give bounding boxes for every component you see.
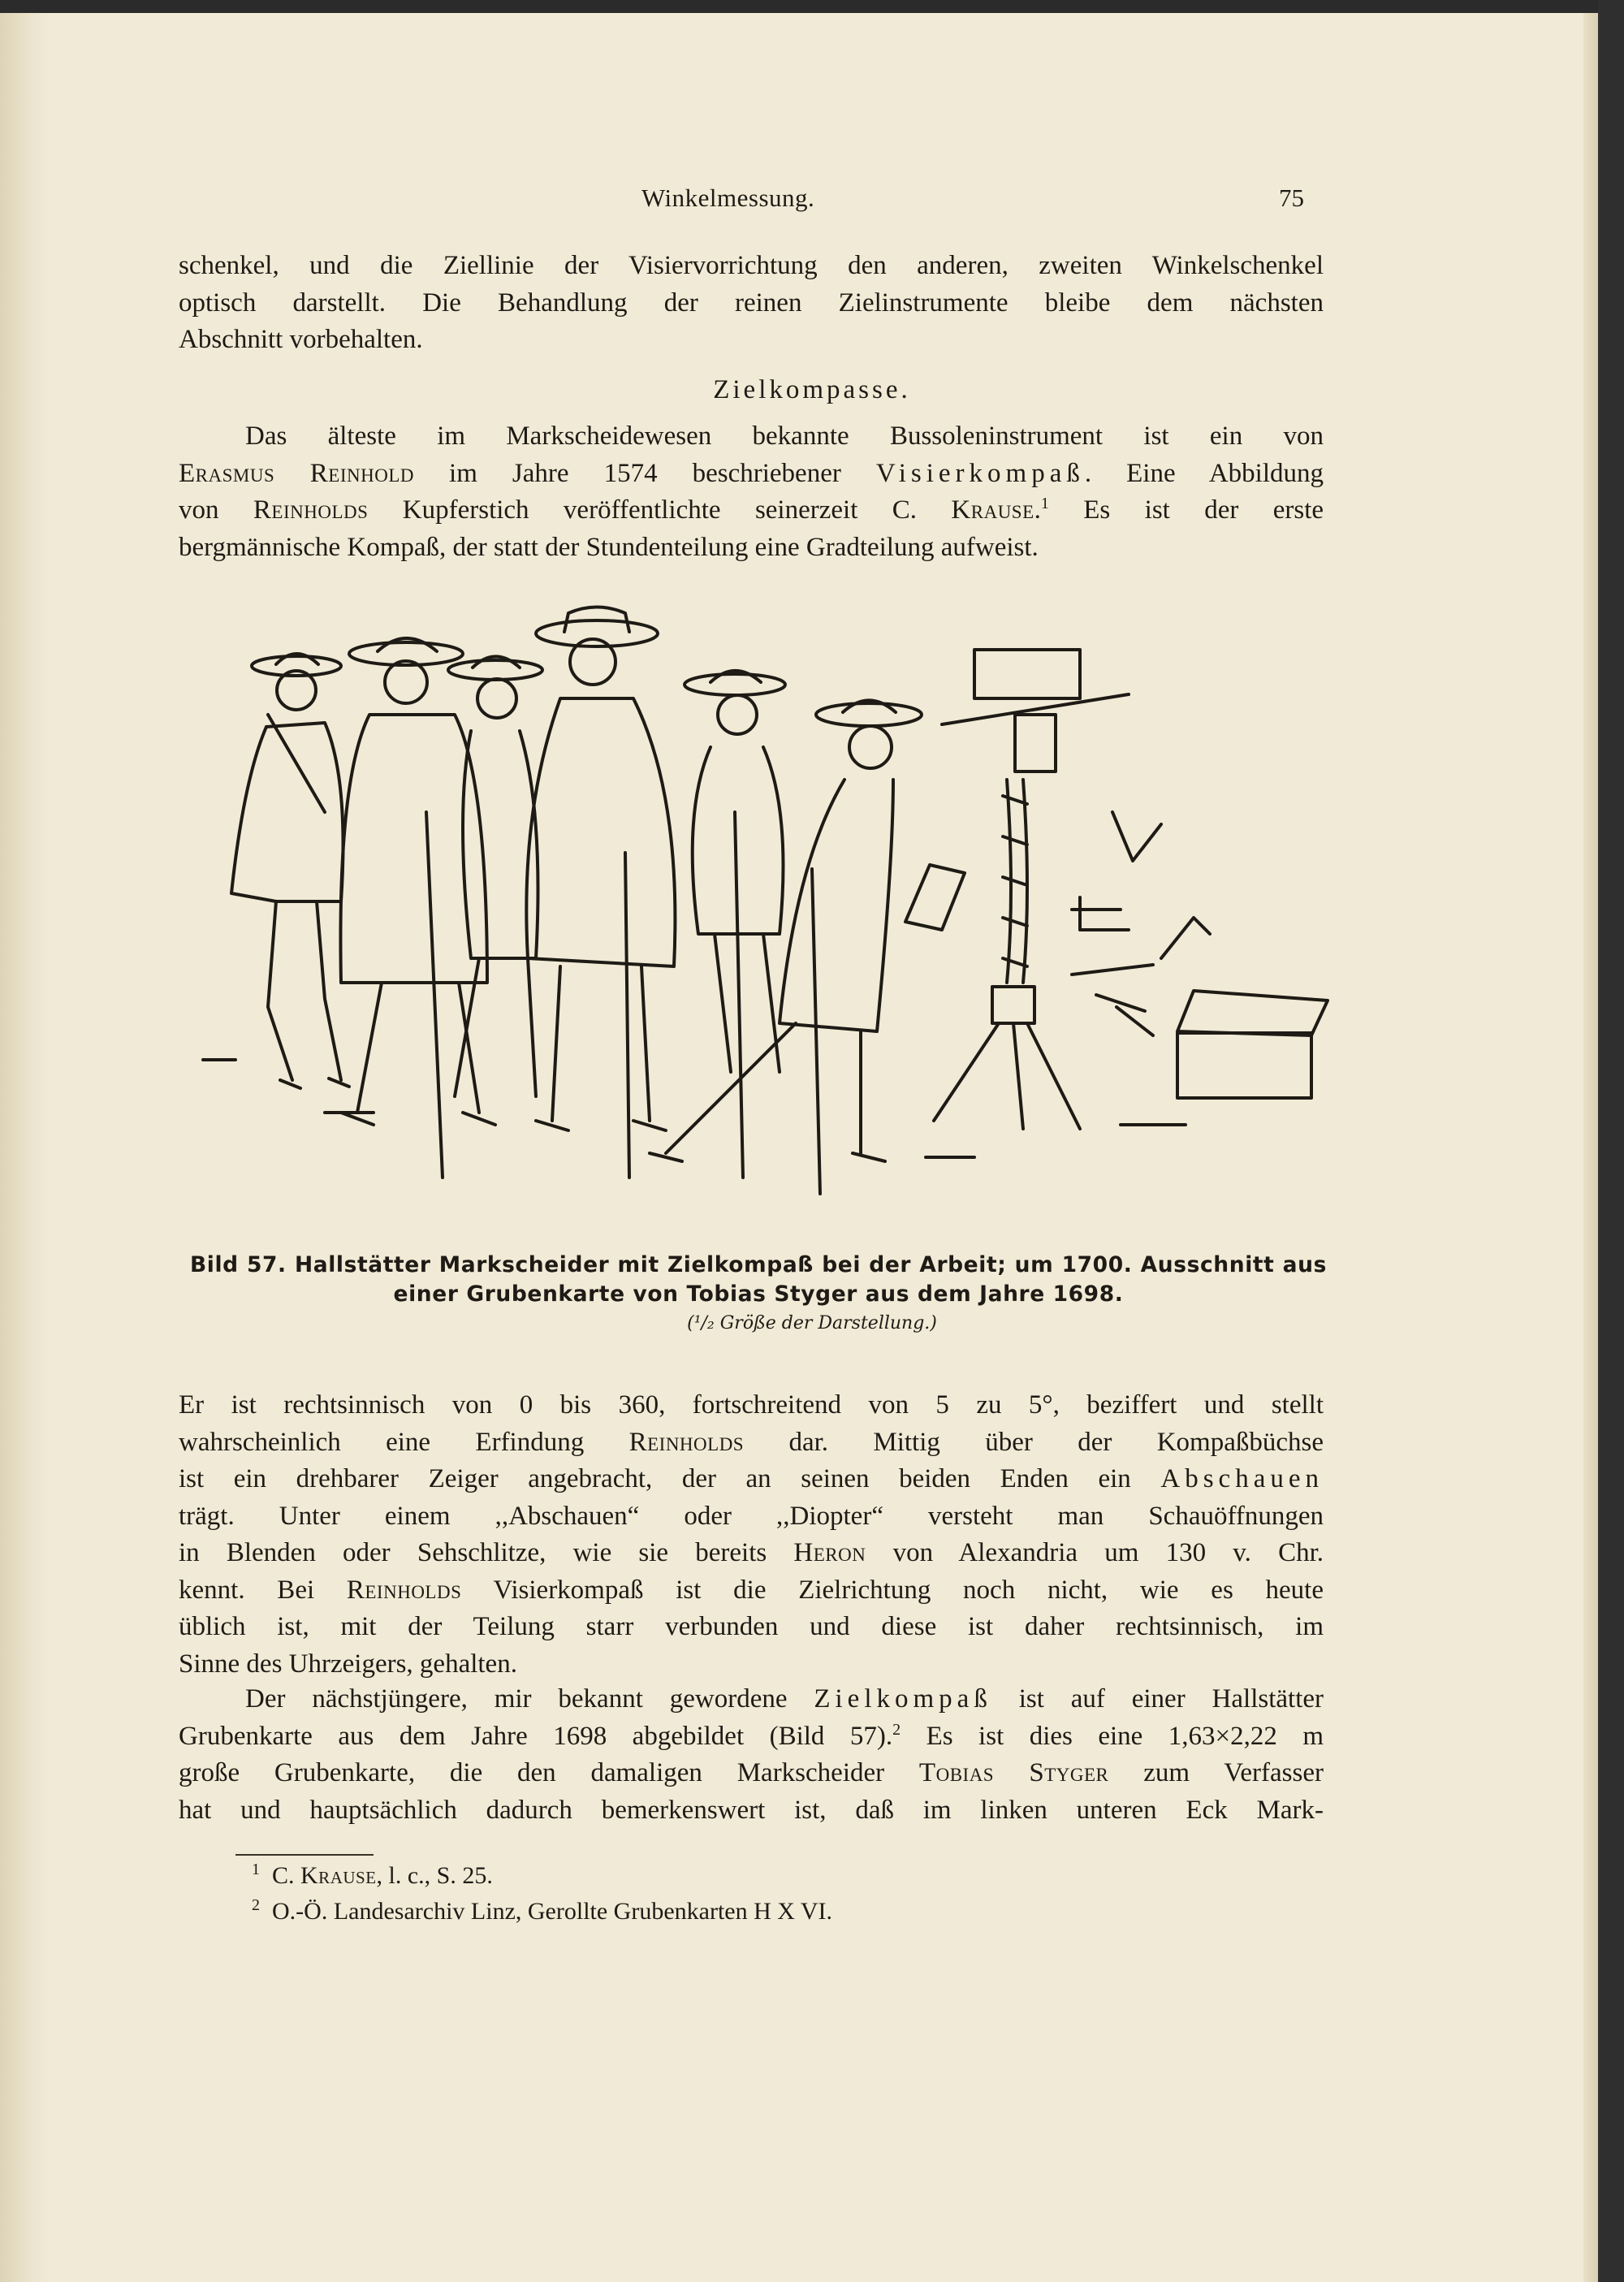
footnote-ref: 2 [892,1720,901,1739]
person-name: Reinholds [628,1427,745,1457]
footnote-ref: 1 [1040,495,1049,512]
text-line: von Reinholds Kupferstich veröffentlichte seinerzeit C. Krause.$^1$ Es ist der erste [179,495,1324,525]
person-name: Krause [300,1862,377,1889]
surveyor-figure [685,671,785,1178]
page-number: 75 [1279,184,1304,212]
surveyor-figure [231,654,349,1088]
text-line: große Grubenkarte, die den damaligen Markscheider Tobias Styger zum Verfasser [179,1758,1324,1787]
text-line: trägt. Unter einem ,,Abschauen“ oder ,,Diopter“ versteht man Schauöffnungen [179,1501,1324,1531]
text-line: Er ist rechtsinnisch von 0 bis 360, fortschreitend von 5 zu 5°, beziffert und stellt [179,1390,1324,1420]
paragraph-grubenkarte [179,1681,1324,1829]
caption-line: Bild 57. Hallstätter Markscheider mit Zielkompaß bei der Arbeit; um 1700. Ausschnitt aus [190,1252,1327,1277]
surveyor-figure [526,607,675,1178]
footnote-mark: 1 [252,1861,260,1878]
caption-scale-note: (¹/₂ Größe der Darstellung.) [687,1313,937,1333]
text-line: wahrscheinlich eine Erfindung Reinholds dar. Mittig über der Kompaßbüchse [179,1427,1324,1457]
text-line: Sinne des Uhrzeigers, gehalten. [179,1649,517,1679]
surveyor-figure [340,638,495,1178]
text-line: Das älteste im Markscheidewesen bekannte Bussoleninstrument ist ein von [245,421,1324,451]
person-name: Heron [793,1538,866,1567]
person-name: Erasmus Reinhold [179,458,414,488]
text-line: Grubenkarte aus dem Jahre 1698 abgebildet (Bild 57).$^2$ Es ist dies eine 1,63×2,22 m [179,1720,1324,1751]
paragraph-description [179,1387,1324,1683]
text-line: Erasmus Reinhold im Jahre 1574 beschriebener Visierkompaß. Eine Abbildung [179,458,1324,488]
footnote-1: $^1$ C. Krause, l. c., S. 25. [252,1861,493,1889]
text-line: bergmännische Kompaß, der statt der Stundenteilung eine Gradteilung aufweist. [179,532,1039,562]
text-line: Abschnitt vorbehalten. [179,325,423,354]
text-line: kennt. Bei Reinholds Visierkompaß ist die Zielrichtung noch nicht, wie es heute [179,1575,1324,1605]
text-line: ist ein drehbarer Zeiger angebracht, der an seinen beiden Enden ein Abschauen [179,1464,1324,1493]
spaced-term: Zielkompaß [814,1684,992,1714]
person-name: Reinholds [253,495,369,525]
text-line: schenkel, und die Ziellinie der Visiervorrichtung den anderen, zweiten Winkelschenkel [179,251,1324,280]
person-name: Krause [951,495,1034,525]
text-line: hat und hauptsächlich dadurch bemerkenswert ist, daß im linken unteren Eck Mark- [179,1795,1324,1825]
instrument-box [1177,991,1328,1098]
figure-caption [190,1251,1327,1309]
spaced-term: Visierkompaß [875,458,1085,488]
footnote-divider [235,1854,374,1856]
spaced-term: Abschauen [1160,1464,1324,1493]
text-line: optisch darstellt. Die Behandlung der reinen Zielinstrumente bleibe dem nächsten [179,287,1324,318]
section-heading: Zielkompasse. [713,375,911,404]
book-drawing [905,865,965,930]
footnote-mark: 2 [252,1896,260,1914]
person-name: Reinholds [346,1575,462,1605]
running-header-title: Winkelmessung. [641,184,815,212]
person-name: Tobias Styger [918,1758,1109,1787]
text-line: Der nächstjüngere, mir bekannt gewordene Zielkompaß ist auf einer Hallstätter [245,1684,1324,1714]
text-line: in Blenden oder Sehschlitze, wie sie bereits Heron von Alexandria um 130 v. Chr. [179,1538,1324,1567]
compass-on-tripod [934,650,1129,1129]
caption-line: einer Grubenkarte von Tobias Styger aus dem Jahre 1698. [393,1281,1124,1307]
text-line: üblich ist, mit der Teilung starr verbunden und diese ist daher rechtsinnisch, im [179,1612,1324,1641]
surveyor-figure [650,701,922,1195]
footnote-2: $^2$ O.-Ö. Landesarchiv Linz, Gerollte Grubenkarten H X VI. [252,1896,833,1925]
